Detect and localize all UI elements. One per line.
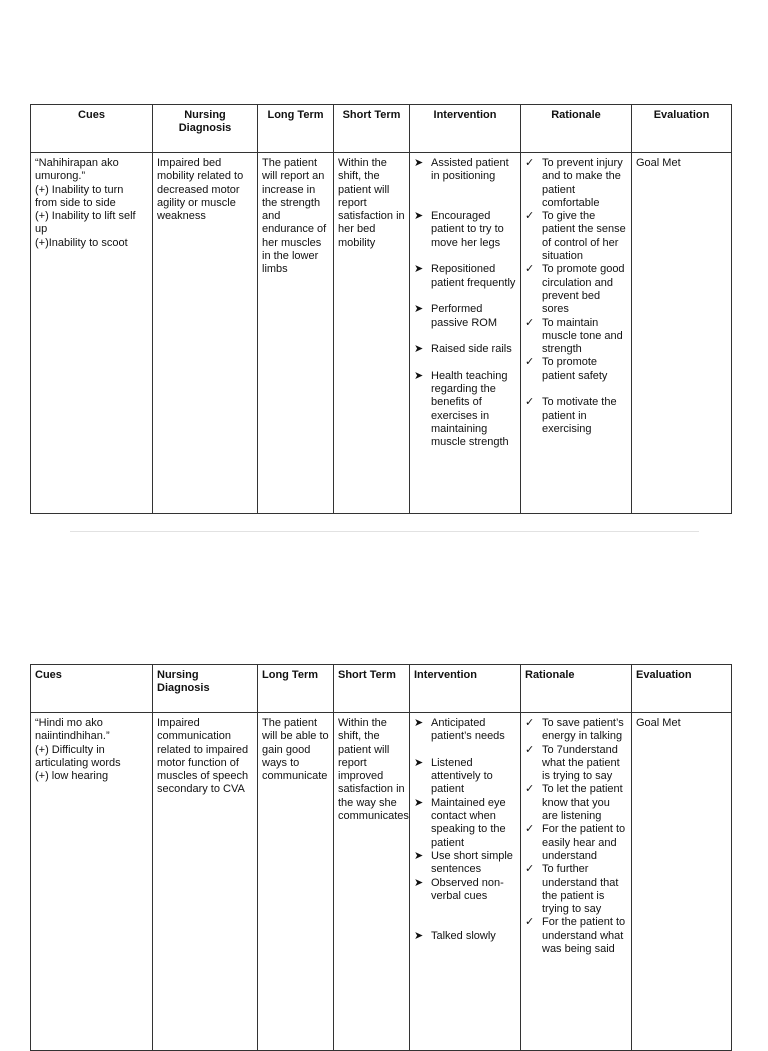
- evaluation-cell: Goal Met: [632, 153, 732, 514]
- rationale-text: For the patient to understand what was being said: [542, 916, 626, 956]
- rationale-text: For the patient to easily hear and understand: [542, 823, 626, 862]
- rationale-text: To motivate the patient in exercising: [542, 396, 617, 435]
- short-term-cell: Within the shift, the patient will report satisfaction in her bed mobility: [334, 153, 410, 514]
- cue-quote: “Hindi mo ako naiintindhihan.”: [35, 717, 110, 743]
- cue-item: (+) Difficulty in articulating words: [35, 743, 121, 769]
- arrow-bullet-icon: ➤: [414, 756, 424, 769]
- header-nursing-diagnosis: Nursing Diagnosis: [153, 665, 258, 713]
- intervention-text: Maintained eye contact when speaking to the patient: [431, 796, 506, 849]
- intervention-text: Observed non-verbal cues: [431, 876, 504, 902]
- header-intervention: Intervention: [410, 105, 521, 153]
- arrow-bullet-icon: ➤: [414, 210, 424, 223]
- check-icon: ✓: [525, 396, 535, 409]
- rationale-cell: [521, 153, 632, 514]
- list-item: [414, 850, 516, 877]
- list-item: [525, 396, 627, 436]
- long-term-cell: The patient will be able to gain good ways to communicate: [258, 713, 334, 1051]
- check-icon: ✓: [525, 210, 535, 223]
- table-row: [31, 713, 732, 1051]
- intervention-text: Assisted patient in positioning: [431, 157, 509, 183]
- intervention-text: Encouraged patient to try to move her legs: [431, 210, 504, 249]
- intervention-cell: [410, 713, 521, 1051]
- check-icon: ✓: [525, 863, 535, 876]
- rationale-text: To 7understand what the patient is trying to say: [542, 743, 620, 783]
- list-item: [414, 263, 516, 290]
- rationale-text: To give the patient the sense of control of her situation: [542, 210, 626, 263]
- intervention-text: Raised side rails: [431, 343, 512, 356]
- header-nursing-diagnosis: Nursing Diagnosis: [153, 105, 258, 153]
- list-item: [525, 356, 627, 383]
- arrow-bullet-icon: ➤: [414, 157, 424, 169]
- list-item: [525, 916, 627, 956]
- arrow-bullet-icon: ➤: [414, 303, 424, 316]
- rationale-text: To prevent injury and to make the patient comfortable: [542, 157, 623, 209]
- rationale-text: To promote good circulation and prevent bed sores: [542, 263, 625, 316]
- cues-cell: [31, 713, 153, 1051]
- cue-item: (+) Inability to turn from side to side: [35, 183, 124, 209]
- list-item: [414, 343, 516, 356]
- rationale-text: To save patient’s energy in talking: [542, 717, 624, 743]
- page-divider: [70, 531, 699, 532]
- list-item: [414, 757, 516, 797]
- list-item: [525, 863, 627, 916]
- list-item: [525, 783, 627, 823]
- intervention-text: Performed passive ROM: [431, 303, 498, 329]
- header-intervention: Intervention: [410, 665, 521, 713]
- arrow-bullet-icon: ➤: [414, 849, 424, 862]
- care-plan-table-mobility: [30, 104, 732, 514]
- check-icon: ✓: [525, 717, 535, 729]
- list-item: [414, 303, 516, 330]
- check-icon: ✓: [525, 783, 535, 796]
- list-item: [525, 210, 627, 263]
- check-icon: ✓: [525, 356, 535, 369]
- rationale-text: To promote patient safety: [542, 356, 608, 382]
- intervention-text: Talked slowly: [431, 929, 496, 942]
- list-item: [414, 877, 516, 904]
- header-evaluation: Evaluation: [632, 665, 732, 713]
- cues-cell: [31, 153, 153, 514]
- list-item: [525, 823, 627, 863]
- list-item: [414, 930, 516, 943]
- intervention-text: Use short simple sentences: [431, 849, 513, 876]
- table-row: [31, 153, 732, 514]
- cue-item: (+) low hearing: [35, 770, 109, 783]
- short-term-cell: Within the shift, the patient will report improved satisfaction in the way she communicates: [334, 713, 410, 1051]
- list-item: [525, 157, 627, 210]
- list-item: [525, 263, 627, 316]
- arrow-bullet-icon: ➤: [414, 717, 424, 729]
- header-short-term: Short Term: [334, 105, 410, 153]
- evaluation-cell: Goal Met: [632, 713, 732, 1051]
- intervention-text: Anticipated patient’s needs: [431, 717, 505, 743]
- header-long-term: Long Term: [258, 105, 334, 153]
- arrow-bullet-icon: ➤: [414, 876, 424, 889]
- header-cues: Cues: [31, 105, 153, 153]
- arrow-bullet-icon: ➤: [414, 369, 424, 382]
- arrow-bullet-icon: ➤: [414, 796, 424, 809]
- intervention-text: Health teaching regarding the benefits of exercises in maintaining muscle strength: [431, 369, 509, 449]
- list-item: [414, 717, 516, 744]
- nursing-diagnosis-cell: Impaired bed mobility related to decreased motor agility or muscle weakness: [153, 153, 258, 514]
- check-icon: ✓: [525, 916, 535, 929]
- check-icon: ✓: [525, 823, 535, 836]
- rationale-text: To let the patient know that you are listening: [542, 783, 623, 823]
- header-long-term: Long Term: [258, 665, 334, 713]
- list-item: [414, 797, 516, 850]
- check-icon: ✓: [525, 157, 535, 169]
- intervention-cell: [410, 153, 521, 514]
- header-rationale: Rationale: [521, 105, 632, 153]
- intervention-text: Listened attentively to patient: [431, 756, 493, 796]
- intervention-text: Repositioned patient frequently: [431, 263, 516, 289]
- nursing-diagnosis-cell: Impaired communication related to impaired motor function of muscles of speech secondary to CVA: [153, 713, 258, 1051]
- header-row: [31, 105, 732, 153]
- rationale-text: To further understand that the patient is trying to say: [542, 863, 619, 916]
- check-icon: ✓: [525, 316, 535, 329]
- long-term-cell: The patient will report an increase in the strength and endurance of her muscles in the lower limbs: [258, 153, 334, 514]
- cue-item: (+) Inability to lift self up: [35, 210, 136, 236]
- list-item: [525, 717, 627, 744]
- rationale-text: To maintain muscle tone and strength: [542, 316, 623, 356]
- header-row: [31, 665, 732, 713]
- check-icon: ✓: [525, 263, 535, 276]
- list-item: [525, 744, 627, 784]
- cue-item: (+)Inability to scoot: [35, 236, 128, 249]
- header-rationale: Rationale: [521, 665, 632, 713]
- care-plan-table-communication: [30, 664, 732, 1051]
- header-cues: Cues: [31, 665, 153, 713]
- arrow-bullet-icon: ➤: [414, 263, 424, 276]
- list-item: [525, 317, 627, 357]
- arrow-bullet-icon: ➤: [414, 929, 424, 942]
- list-item: [414, 210, 516, 250]
- check-icon: ✓: [525, 743, 535, 756]
- rationale-cell: [521, 713, 632, 1051]
- header-evaluation: Evaluation: [632, 105, 732, 153]
- list-item: [414, 370, 516, 450]
- header-short-term: Short Term: [334, 665, 410, 713]
- arrow-bullet-icon: ➤: [414, 343, 424, 356]
- list-item: [414, 157, 516, 184]
- cue-quote: “Nahihirapan ako umurong.”: [35, 157, 119, 183]
